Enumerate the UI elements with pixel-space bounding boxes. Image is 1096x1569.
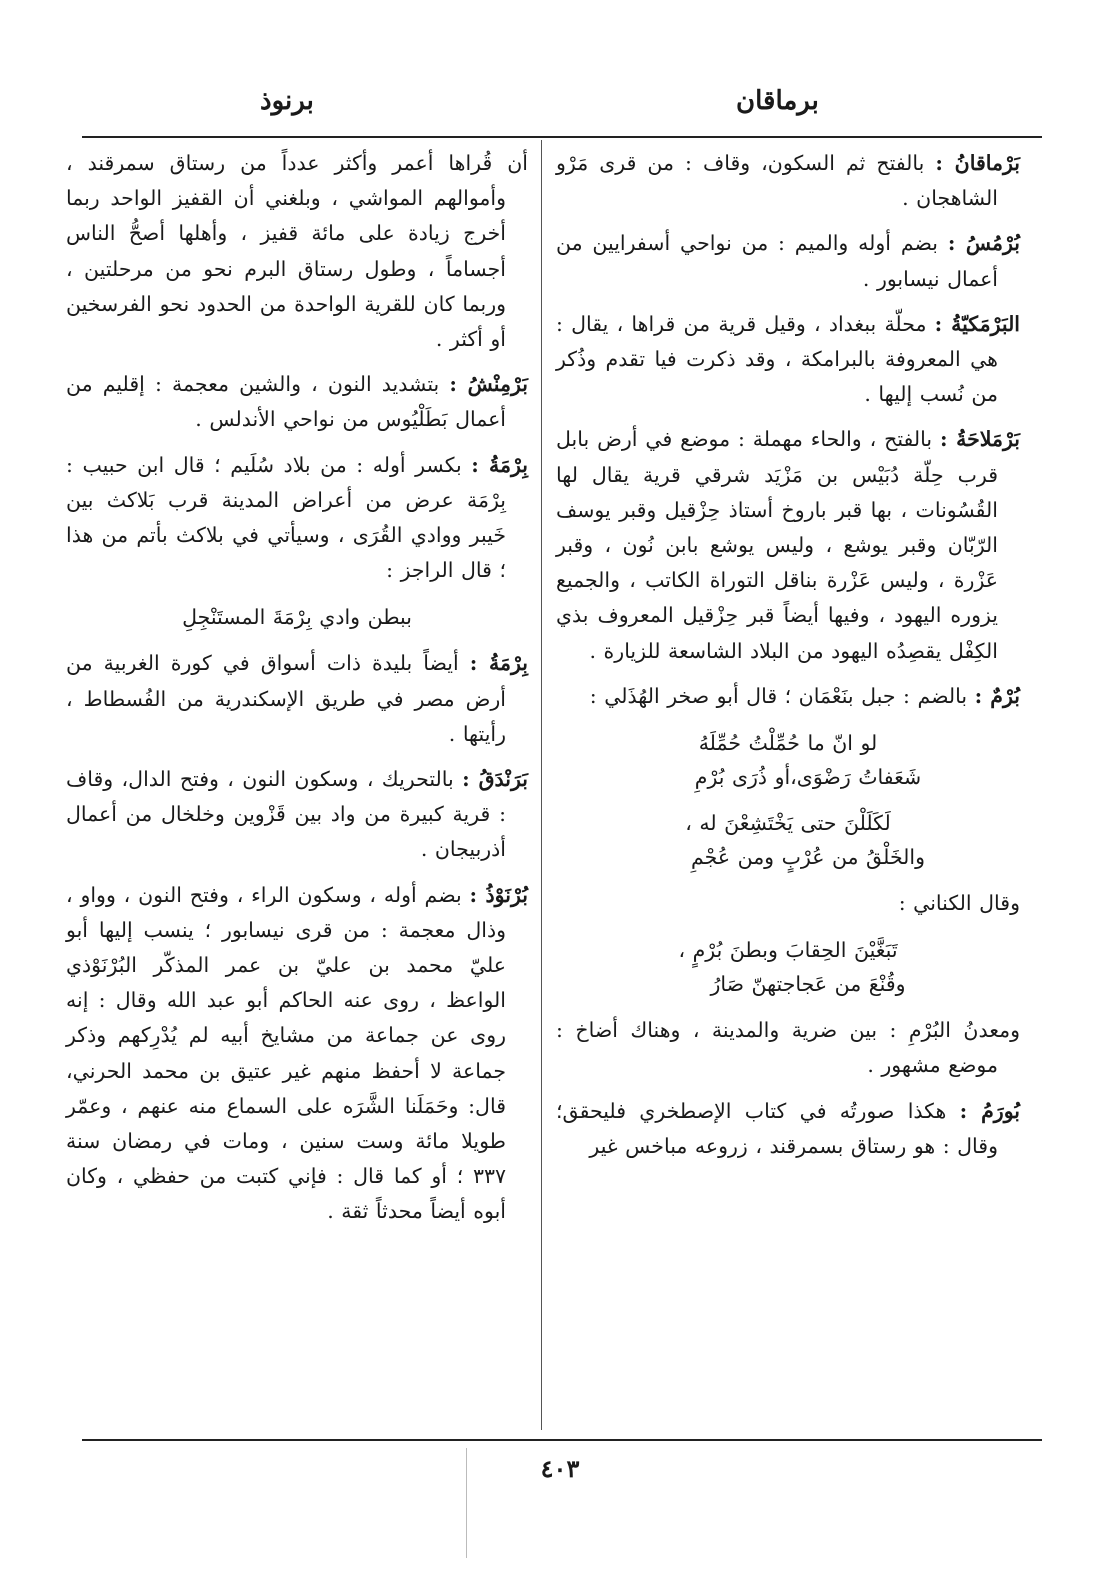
entry-headword: البَرْمَكيّةُ : (934, 311, 1021, 336)
verse-line: لو انّ ما حُمِّلْتُ حُمِّلَهُ (698, 731, 878, 756)
dictionary-entry (556, 1094, 1020, 1164)
verse (556, 806, 1020, 874)
top-rule (82, 136, 1042, 138)
dictionary-entry (66, 448, 528, 589)
verse (556, 726, 1020, 794)
dictionary-entry (556, 679, 1020, 714)
running-head-left: برنوذ (260, 86, 314, 116)
right-column (556, 146, 1020, 1174)
entry-headword: بِرْمَةُ : (471, 452, 528, 477)
verse-line: ببطن وادي بِرْمَةَ المستَنْجِلِ (182, 605, 412, 630)
dictionary-entry (556, 226, 1020, 296)
entry-text: ومعدنُ البُرْمِ : بين ضرية والمدينة ، وهناك أضاخ : موضع مشهور . (556, 1018, 1020, 1078)
entry-headword: بَرْمِنْشُ : (449, 372, 528, 397)
dictionary-entry (556, 422, 1020, 668)
entry-text: بكسر أوله : من بلاد سُلَيم ؛ قال ابن حبيب : بِرْمَة عرض من أعراض المدينة قرب بَلاكث بين خَيبر ووادي القُرَى ، وسيأتي في بلاكث بأتم من هذا ؛ قال الراجز : (66, 452, 506, 583)
column-divider (541, 140, 542, 1430)
entry-text: هكذا صورتُه في كتاب الإصطخري فليحقق؛ وقال : هو رستاق بسمرقند ، زروعه مباخس غير (556, 1098, 998, 1158)
entry-text: أيضاً بليدة ذات أسواق في كورة الغربية من أرض مصر في طريق الإسكندرية من الفُسطاط ، رأيتها . (66, 651, 506, 746)
entry-text: بضم أوله والميم : من نواحي أسفرايين من أعمال نيسابور . (556, 231, 998, 291)
entry-text: أن قُراها أعمر وأكثر عدداً من رستاق سمرقند ، وأموالهم المواشي ، وبلغني أن القفيز الواحد ربما أخرج زيادة على مائة قفيز ، وأهلها أصحُّ الناس أجساماً ، وطول رستاق البرم نحو من مرحلتين ، وربما كان للقرية الواحدة من الحدود نحو الفرسخين أو أكثر . (66, 151, 528, 352)
dictionary-entry (66, 146, 528, 357)
entry-text: بالفتح ، والحاء مهملة : موضع في أرض بابل قرب حِلّة دُبَيْس بن مَزْيَد شرقي قرية يقال لها القُسُونات ، بها قبر باروخ أستاذ حِزْقيل وقبر يوسف الرّبّان وقبر يوشع ، وليس يوشع بابن نُون ، وقبر عَزْرة ، وليس عَزْرة بناقل التوراة الكاتب ، والجميع يزوره اليهود ، وفيها أيضاً قبر حِزْقيل المعروف بذي الكِفْل يقصِدُه اليهود من البلاد الشاسعة للزيارة . (556, 427, 998, 663)
entry-text: بالتحريك ، وسكون النون ، وفتح الدال، وقاف : قرية كبيرة من واد بين قَزْوين وخلخال من أعمال أذربيجان . (66, 767, 506, 862)
entry-headword: بُرْنَوْذُ : (469, 882, 528, 907)
entry-headword: بَرَنْدَقُ : (462, 767, 528, 792)
plain-line: وقال الكناني : (898, 891, 1020, 916)
entry-headword: بَرْمَلاحَةُ : (940, 427, 1020, 452)
dictionary-entry (556, 1013, 1020, 1083)
entry-text: محلّة ببغداد ، وقيل قرية من قراها ، يقال : هي المعروفة بالبرامكة ، وقد ذكرت فيا تقدم وذُكر من نُسب إليها . (556, 311, 998, 407)
verse (556, 933, 1020, 1001)
running-head-right: برماقان (736, 86, 819, 116)
entry-text: بالضم : جبل بنَعْمَان ؛ قال أبو صخر الهُذَلي : (589, 683, 975, 708)
entry-headword: بِرْمَةُ : (469, 651, 528, 676)
page-number: ٤٠٣ (540, 1454, 580, 1483)
left-column (66, 146, 528, 1240)
dictionary-entry (66, 878, 528, 1230)
dictionary-entry (556, 146, 1020, 216)
verse-line: لَكَلَلْنَ حتى يَخْتَشِعْنَ له ، (685, 811, 891, 836)
entry-headword: بُرْمُسُ : (947, 231, 1020, 256)
entry-text: بتشديد النون ، والشين معجمة : إقليم من أعمال بَطَلْيُوس من نواحي الأندلس . (66, 372, 506, 432)
verse-line: تَبَغَّيْنَ الحِقابَ وبطنَ بُرْمٍ ، (678, 938, 898, 963)
verse-line: شَعَفاتُ رَضْوَى،أو ذُرَى بُرْمِ (694, 765, 922, 790)
dictionary-entry (556, 307, 1020, 413)
verse (66, 600, 528, 634)
entry-text: بالفتح ثم السكون، وقاف : من قرى مَرْو الشاهجان . (556, 151, 998, 211)
verse-line: والخَلْقُ من عُرْبٍ ومن عُجْمِ (690, 845, 926, 870)
footer-divider (466, 1448, 467, 1558)
entry-headword: بُرْمٌ : (974, 683, 1020, 708)
entry-headword: بُورَمُ : (959, 1098, 1020, 1123)
verse-line: وقُنْعَ من عَجاجتهنّ صَارُ (710, 972, 906, 997)
bottom-rule (82, 1439, 1042, 1441)
dictionary-entry (66, 646, 528, 752)
entry-text: بضم أوله ، وسكون الراء ، وفتح النون ، وواو ، وذال معجمة : من قرى نيسابور ؛ ينسب إليها أبو عليّ محمد بن عليّ بن عمر المذكّر البُرْنَوْذي الواعظ ، روى عنه الحاكم أبو عبد الله وقال : إنه روى عن جماعة من مشايخ أبيه لم يُدْرِكهم وذكر جماعة لا أحفظ منهم غير عتيق بن محمد الحرني، قال: وحَمَلَنا الشَّرَه على السماع منه عنهم ، وعمّر طويلا مائة وست سنين ، ومات في رمضان سنة ٣٣٧ ؛ أو كما قال : فإني كتبت من حفظي ، وكان أبوه أيضاً محدثاً ثقة . (66, 882, 506, 1224)
dictionary-entry (66, 367, 528, 437)
dictionary-entry (66, 762, 528, 868)
entry-headword: بَرْماقانُ : (935, 151, 1020, 175)
